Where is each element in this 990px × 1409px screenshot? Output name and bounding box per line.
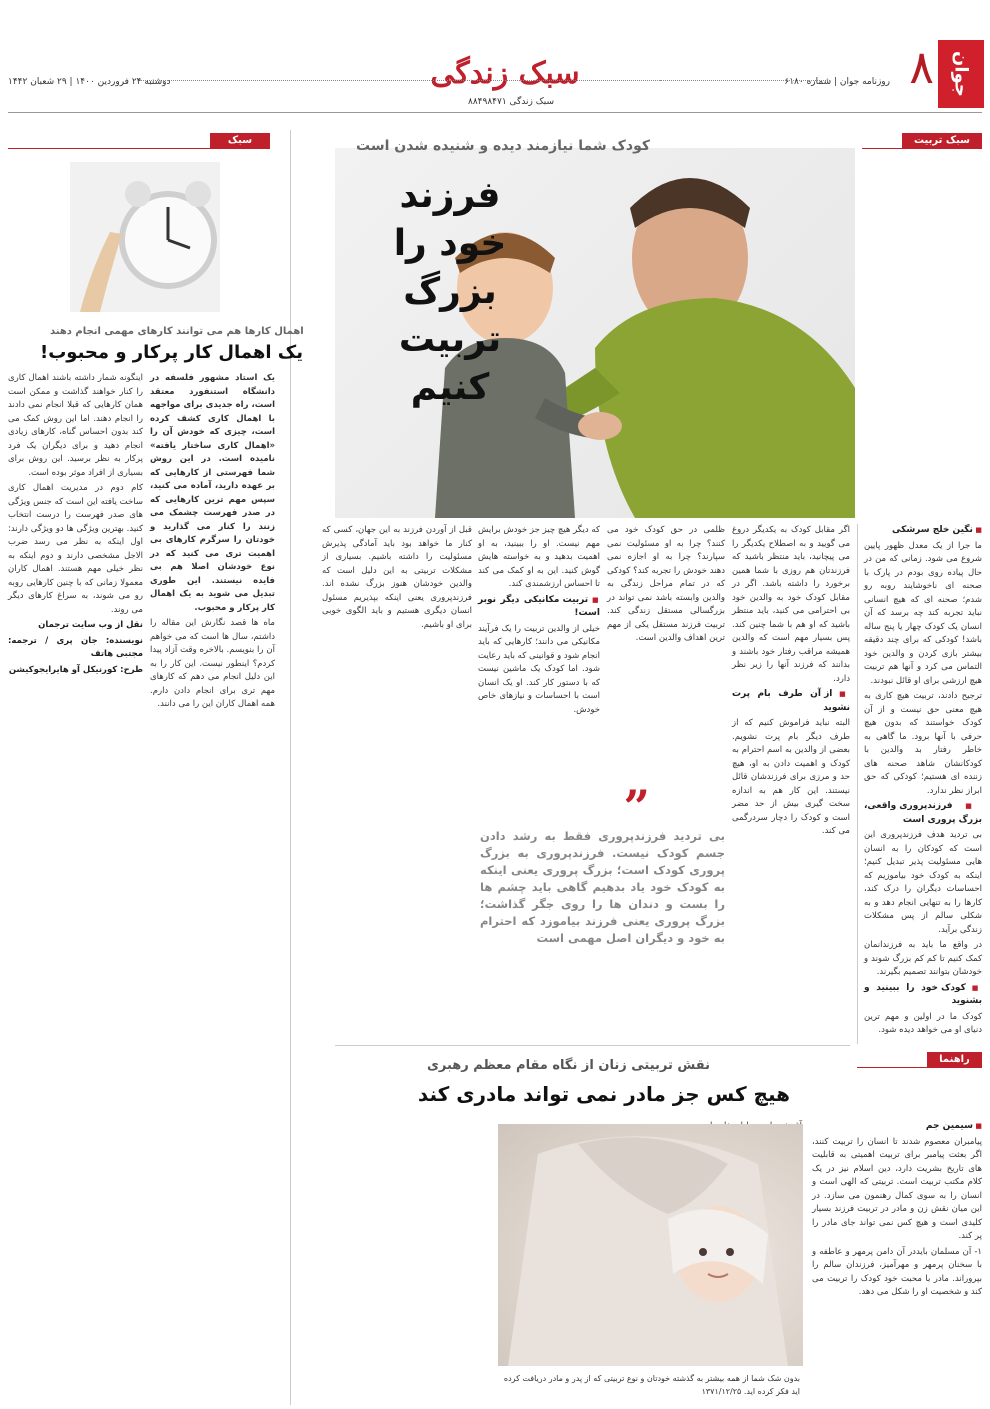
newspaper-logo[interactable]: جوان — [938, 40, 984, 108]
author-credit: نویسنده: جان پری / ترجمه: مجتبی هاتف — [8, 635, 143, 659]
left-kicker: اهمال کارها هم می توانند کارهای مهمی انجام دهند — [50, 326, 304, 337]
page-number: ۸ — [909, 40, 934, 94]
section-divider — [335, 1045, 850, 1046]
subheading: ■ کودک خود را ببینید و بشنوید — [864, 982, 982, 1009]
paragraph: کودک ما در اولین و مهم ترین دنیای او می خواهد دیده شود. — [864, 1011, 982, 1035]
photo-illustration — [498, 1124, 803, 1366]
column-divider — [290, 130, 291, 1405]
paragraph: پیامبران معصوم شدند تا انسان را تربیت کنند، اگر بعثت پیامبر برای تربیت اهمیتی به قابلیت های تاریخ بشریت دارد، دین اسلام نیز در یک کلام مکتب تربیت است. تربیتی که الهی است و انسان را به سوی کمال رهنمون می سازد. در این میان نقش زن و مادر در تربیت فرزند بسیار کلیدی است و هیچ کس نمی تواند جای مادر را پر کند. — [812, 1136, 982, 1241]
paragraph: ۱- آن مسلمان بایددر آن دامن پرمهر و عاطفه و با سخنان پرمهر و مهرآمیز، فرزندان سالم را بپروراند. مادر با محبت خود کودک را تربیت می کند و شخصیت او را شکل می دهد. — [812, 1246, 982, 1297]
clock-icon — [70, 162, 220, 312]
bottom-kicker: نقش تربیتی زنان از نگاه مقام معظم رهبری — [426, 1058, 710, 1073]
paragraph: که دیگر هیچ چیز جز خودش برایش مهم نیست. او را ببینید، به او اهمیت بدهید و به خواسته هایش گوش کنید. این به او کمک می کند تا احساس ارزشمندی کند. — [478, 525, 600, 589]
issue-info: روزنامه جوان | شماره ۶۱۸۰ — [784, 77, 890, 87]
header-divider — [8, 112, 982, 113]
author-name: ■ نگین خلج سرشکی — [864, 524, 982, 538]
section-logo: سبک زندگی — [430, 56, 580, 91]
paragraph: البته نباید فراموش کنیم که از طرف دیگر بام پرت نشویم. بعضی از والدین به اسم احترام به کودک و اهمیت دادن به او، هیچ حد و مرزی برای فرزندشان قائل نیستند. این کار هم به اندازه سخت گیری بیش از حد مضر است و کودک را دچار سردرگمی می کند. — [732, 718, 850, 836]
paragraph: قبل از آوردن فرزند به این جهان، کسی که کنار ما خواهد بود باید آمادگی پذیرش مسئولیت را داشته باشیم. بسیاری از مشکلات تربیتی به این دلیل است که والدین خودشان هنوز بزرگ نشده اند. فرزندپروری یعنی اینکه بپذیریم مسئول انسان دیگری هستیم و باید الگوی خوبی برای او باشیم. — [322, 525, 472, 630]
bottom-headline: هیچ کس جز مادر نمی تواند مادری کند — [417, 1082, 790, 1106]
paragraph: در واقع ما باید به فرزندانمان کمک کنیم تا کم کم بزرگ شوند و خودشان بتوانند تصمیم بگیرند. — [864, 940, 982, 977]
main-kicker: کودک شما نیازمند دیده و شنیده شدن است — [356, 138, 650, 154]
alarm-clock-photo — [70, 162, 220, 312]
tag-underline — [8, 148, 210, 149]
paragraph: یک استاد مشهور فلسفه در دانشگاه استنفورد معتقد است، راه جدیدی برای مواجهه با اهمال کاری کشف کرده است، چیزی که خودش آن را «اهمال کاری ساختار یافته» نامیده است. در این روش شما فهرستی از کارهایی که بر عهده دارید، آماده می کنید، سپس مهم ترین کارهایی که در صدر فهرست چشمک می زنند را کنار می گذارید و خودتان را سرگرم کارهای بی اهمیت تری می کنید که در نوع خودشان اصلا هم بی فایده نیستند. این طوری تبدیل می شوید به یک اهمال کار پرکار و محبوب. — [150, 373, 275, 613]
paragraph: اینگونه شمار داشته باشند اهمال کاری را کنار خواهند گذاشت و ممکن است همان کارهایی که قبلا انجام نمی دادند را انجام دهند. اما این روش کمک می کند بدون احساس گناه، کارهای زیادی انجام دهید و برای دیگران یک فرد پرکار به نظر برسید. این روش برای بسیاری از افراد موثر بوده است. — [8, 373, 143, 478]
headline-line1: فرزند خود را — [393, 175, 507, 264]
article-column — [150, 372, 275, 1407]
article-column — [322, 524, 472, 824]
article-column — [607, 524, 725, 819]
pull-quote: بی تردید فرزندپروری فقط به رشد دادن جسم کودک نیست. فرزندپروری به بزرگ پروری کودک است؛ بزرگ پروری یعنی اینکه به کودک خود یاد بدهیم گاهی باید چشم ها را بست و دندان ها را روی جگر گذاشت؛ بزرگ پروری یعنی فرزند بیاموزد که احترام به خود و دیگران اصل مهمی است — [480, 829, 725, 945]
sidebar-column — [864, 524, 982, 1079]
header-rule — [660, 80, 830, 81]
paragraph: ظلمی در حق کودک خود می کنند؟ چرا به او مسئولیت نمی سپارند؟ چرا به او اجازه نمی دهند خودش را تجربه کند؟ کودکی که در تمام مراحل زندگی به والدین وابسته باشد نمی تواند در بزرگسالی مستقل زندگی کند. تربیت فرزند مستقل یکی از مهم ترین اهداف والدین است. — [607, 525, 725, 643]
subheading: ■ از آن طرف بام پرت نشوید — [732, 688, 850, 715]
article-column — [732, 524, 850, 836]
paragraph: ترجیح دادند، تربیت هیچ کاری به هیچ معنی حق نیست و از آن کودک خواستند که بدون هیچ حرفی با آنها برود. ما گاهی به خاطر رفتار بد والدین با کودکانشان شاهد صحنه های زننده ای هستیم؛ کودکی که حق ابراز نظر ندارد. — [864, 691, 982, 796]
left-headline: یک اهمال کار پرکار و محبوب! — [40, 342, 303, 363]
photo-caption: بدون شک شما از همه بیشتر به گذشته خودتان و نوع تربیتی که از پدر و مادر دریافت کرده اید فکر کرده اید. ۱۳۷۱/۱۲/۲۵ — [503, 1374, 800, 1396]
header-rule — [138, 80, 680, 81]
article-column — [8, 372, 143, 1407]
subheading: ■ فرزندپروری واقعی، بزرگ پروری است — [864, 800, 982, 827]
subheading: ■ تربیت مکانیکی دیگر نوبر است! — [478, 594, 600, 621]
section-tag: سبک نگرش — [210, 133, 270, 149]
paragraph: خیلی از والدین تربیت را یک فرآیند مکانیکی می دانند؛ کارهایی که باید انجام شود و قوانینی که باید رعایت شود. اما کودک یک ماشین نیست که با دستور کار کند. او یک انسان است با احساسات و نیازهای خاص خودش. — [478, 623, 600, 715]
paragraph: اگر مقابل کودک به یکدیگر دروغ می گویید و به اصطلاح یکدیگر را می پیچانید، باید منتظر باشید که فرزندتان هم روزی با شما همین برخورد را داشته باشد. اگر در مقابل کودک خود به والدین خود بی احترامی می کنید، باید منتظر باشید که او هم با شما چنین کند. پس بسیار مهم است که والدین همیشه مراقب رفتار خود باشند و بدانند که فرزند آنها را زیر نظر دارد. — [732, 525, 850, 684]
main-headline — [360, 172, 540, 412]
design-credit: طرح: کورنیکل آو هایرایجوکیشن — [8, 664, 143, 675]
paragraph: ماه ها قصد نگارش این مقاله را داشتم، سال ها است که می خواهم آن را بنویسم. بالاخره وقت آزاد پیدا کردم؟ اینطور نیست. این کار را به این دلیل انجام می دهم که کارهای مهم تری برای انجام دادن دارم. همه اهمال کاران این را می دانند. — [150, 618, 275, 709]
mother-child-photo — [498, 1124, 803, 1366]
tag-underline — [857, 1067, 927, 1068]
section-tag: راهنما — [927, 1052, 982, 1068]
paragraph: بی تردید هدف فرزندپروری این است که کودکان را به انسان هایی مسئولیت پذیر تبدیل کنیم؛ اینکه به کودک خود بیاموزیم که احساسات دیگران را درک کند، کارها را به تنهایی انجام دهد و به شکلی سالم از پس مشکلات زندگی برآید. — [864, 830, 982, 935]
paragraph: ما جرا از یک معدل ظهور پایین شروع می شود. زمانی که من در حال پیاده روی بودم در پارک با صحنه ای ناخوشایند روبه رو شدم؛ صحنه ای که هیچ انسانی نباید تجربه کند چه برسد که آن انسان یک کودک چهار یا پنج ساله باشد! کودکی که برای چند دقیقه بیشتر بازی کردن و والدین خود التماس می کرد و آنها هم تربیت هیچ ارزشی برای او قائل نبودند. — [864, 540, 982, 686]
paragraph: کام دوم در مدیریت اهمال کاری ساخت یافته این است که جنس ویژگی های صدر فهرست را درست انتخاب کنید. بهترین ویژگی ها دو ویژگی دارند: اول اینکه به نظر می رسد ضرب الاجل مشخصی دارند و دوم اینکه به نظر خیلی مهم هستند. اهمال کاران معمولا زمانی که با چنین کارهایی روبه رو می شوند، به سراغ کارهای دیگر می روند. — [8, 483, 143, 615]
column-divider — [857, 524, 858, 1044]
source-credit: نقل از وب سایت ترجمان — [38, 620, 143, 630]
quote-icon: ” — [623, 780, 650, 834]
author-name: ■ سیمین جم — [812, 1120, 982, 1134]
headline-line2: بزرگ تربیت کنیم — [398, 271, 502, 408]
article-column — [478, 524, 600, 824]
article-column — [812, 1120, 982, 1405]
section-tag: سبک تربیت — [902, 133, 982, 149]
masthead — [0, 0, 990, 112]
issue-date: دوشنبه ۲۴ فروردین ۱۴۰۰ | ۲۹ شعبان ۱۴۴۲ — [8, 77, 171, 87]
tag-underline — [862, 148, 902, 149]
section-phone: سبک زندگی ۸۸۴۹۸۴۷۱ — [468, 97, 555, 107]
